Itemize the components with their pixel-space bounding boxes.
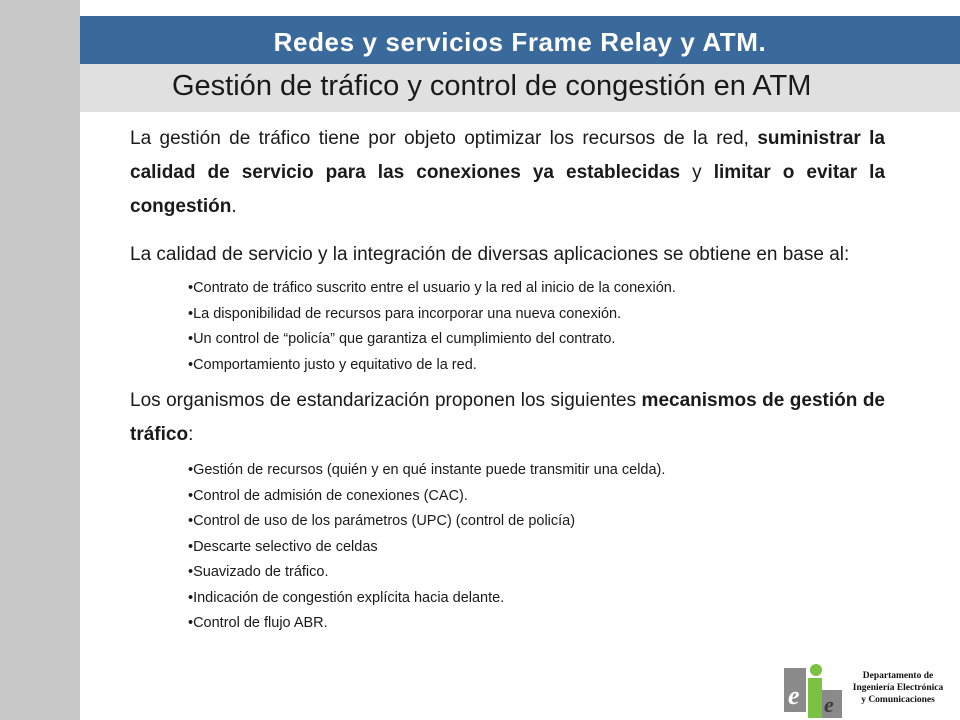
paragraph-mechanisms xyxy=(130,384,885,452)
slide-title: Gestión de tráfico y control de congestión en ATM xyxy=(172,70,812,102)
slide-content xyxy=(130,122,885,637)
list-item: • Suavizado de tráfico. xyxy=(188,560,885,586)
list-item: • Control de uso de los parámetros (UPC) (control de policía) xyxy=(188,509,885,535)
top-strip xyxy=(80,0,960,16)
paragraph-intro xyxy=(130,122,885,224)
header-title: Redes y servicios Frame Relay y ATM. xyxy=(273,27,767,57)
bullet-list-mechanisms xyxy=(130,458,885,637)
mechanisms-text-1: Los organismos de estandarización proponen los siguientes xyxy=(130,390,642,411)
logo-line-1: Departamento de xyxy=(862,671,934,681)
list-item: • Indicación de congestión explícita hacia delante. xyxy=(188,586,885,612)
logo-line-3: y Comunicaciones xyxy=(861,695,935,705)
list-item: • Comportamiento justo y equitativo de la red. xyxy=(188,353,885,379)
list-item: • Un control de “policía” que garantiza el cumplimiento del contrato. xyxy=(188,327,885,353)
left-sidebar xyxy=(0,0,80,720)
department-logo xyxy=(780,660,960,720)
list-item: • Descarte selectivo de celdas xyxy=(188,535,885,561)
list-item: • La disponibilidad de recursos para incorporar una nueva conexión. xyxy=(188,302,885,328)
list-item: • Control de admisión de conexiones (CAC). xyxy=(188,484,885,510)
list-item: • Control de flujo ABR. xyxy=(188,611,885,637)
intro-bold-1: suministrar la calidad de servicio para las conexiones ya establecidas xyxy=(130,128,886,183)
intro-bold-2: limitar o evitar la congestión xyxy=(130,162,886,217)
logo-line-2: Ingeniería Electrónica xyxy=(852,683,944,693)
header-bar xyxy=(80,16,960,64)
intro-text-1: La gestión de tráfico tiene por objeto optimizar los recursos de la red, xyxy=(130,128,758,149)
svg-text:e: e xyxy=(824,692,834,717)
eie-logo-icon xyxy=(780,660,844,720)
intro-text-3: . xyxy=(231,196,237,217)
list-item: • Gestión de recursos (quién y en qué instante puede transmitir una celda). xyxy=(188,458,885,484)
mechanisms-text-2: : xyxy=(188,424,194,445)
subheader-bar xyxy=(80,64,960,112)
mechanisms-bold: mecanismos de gestión de tráfico xyxy=(130,390,885,445)
intro-text-2: y xyxy=(680,162,714,183)
svg-text:e: e xyxy=(788,681,800,710)
bullet-list-quality xyxy=(130,276,885,378)
logo-text xyxy=(842,670,954,706)
paragraph-quality: La calidad de servicio y la integración de diversas aplicaciones se obtiene en base al: xyxy=(130,244,850,265)
list-item: • Contrato de tráfico suscrito entre el usuario y la red al inicio de la conexión. xyxy=(188,276,885,302)
